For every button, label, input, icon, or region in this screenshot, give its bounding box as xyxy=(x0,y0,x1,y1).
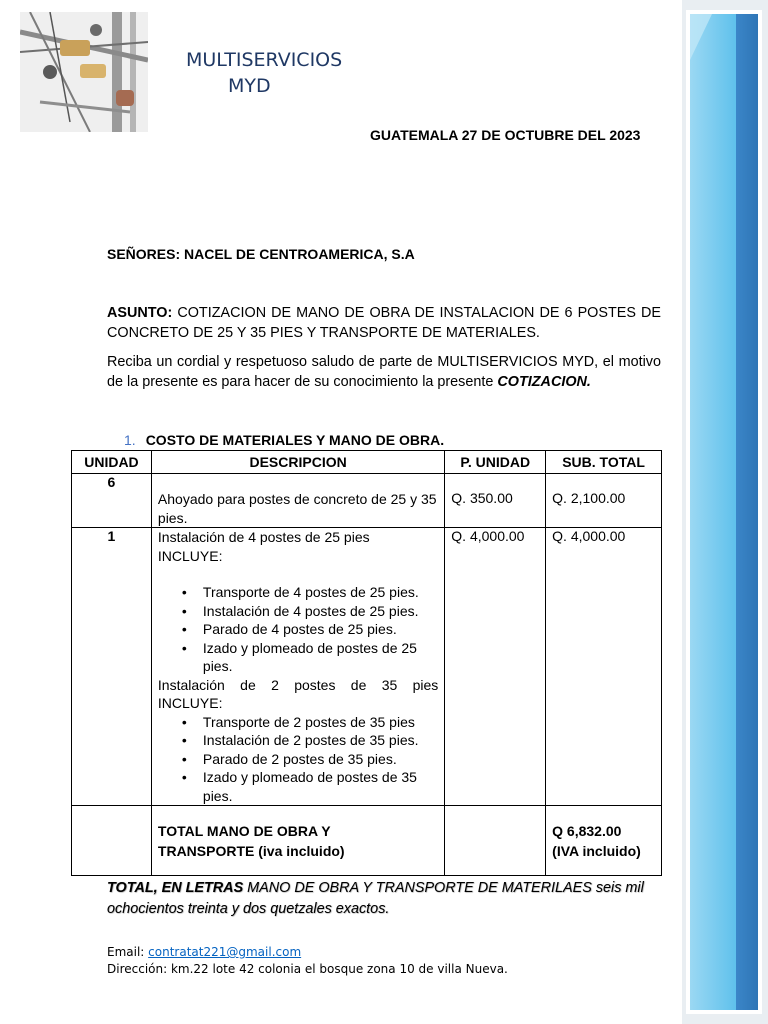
list-item: • Parado de 4 postes de 25 pies. xyxy=(158,620,438,639)
row2-unit: 1 xyxy=(72,528,152,806)
utility-pole-photo-icon xyxy=(20,12,148,132)
list-item: • Transporte de 4 postes de 25 pies. xyxy=(158,583,438,602)
list-item: • Instalación de 4 postes de 25 pies. xyxy=(158,602,438,621)
block2-list xyxy=(158,713,438,806)
row1-subtotal: Q. 2,100.00 xyxy=(546,474,662,528)
footer-address: Dirección: km.22 lote 42 colonia el bosque zona 10 de villa Nueva. xyxy=(107,962,508,976)
block2-title: Instalación de 2 postes de 35 pies xyxy=(157,676,439,693)
company-name xyxy=(186,48,342,99)
header-unidad: UNIDAD xyxy=(72,451,152,474)
intro-emphasis: COTIZACION. xyxy=(497,374,591,390)
header-p-unidad: P. UNIDAD xyxy=(445,451,546,474)
block1-includes: INCLUYE: xyxy=(157,547,223,564)
block1-title: Instalación de 4 postes de 25 pies xyxy=(157,529,370,545)
list-item: • Parado de 2 postes de 35 pies. xyxy=(158,750,438,769)
intro-paragraph xyxy=(107,352,661,392)
document-date: GUATEMALA 27 DE OCTUBRE DEL 2023 xyxy=(370,127,641,143)
intro-text: Reciba un cordial y respetuoso saludo de parte de MULTISERVICIOS MYD, el motivo de la presente es para hacer de su conocimiento la presente xyxy=(107,354,661,390)
decorative-side-band xyxy=(682,0,768,1024)
company-name-line2: MYD xyxy=(228,74,271,97)
subject-label: ASUNTO: xyxy=(107,305,173,321)
table-header-row xyxy=(72,451,662,474)
section-heading xyxy=(124,432,444,448)
total-in-words xyxy=(107,878,667,920)
company-name-line1: MULTISERVICIOS xyxy=(186,49,343,71)
total-price-empty xyxy=(445,806,546,876)
footer-email xyxy=(107,944,508,961)
block2-includes: INCLUYE: xyxy=(157,695,223,711)
subject xyxy=(107,303,661,343)
recipient: SEÑORES: NACEL DE CENTROAMERICA, S.A xyxy=(107,246,415,262)
email-link[interactable]: contratat221@gmail.com xyxy=(148,945,302,959)
list-item: • Instalación de 2 postes de 35 pies. xyxy=(158,731,438,750)
row1-description: Ahoyado para postes de concreto de 25 y 35 pies. xyxy=(151,474,444,528)
email-label: Email: xyxy=(107,945,149,959)
row2-description xyxy=(151,528,444,806)
section-title: COSTO DE MATERIALES Y MANO DE OBRA. xyxy=(145,432,445,448)
list-item: • Izado y plomeado de postes de 25 pies. xyxy=(158,639,438,676)
block1-list xyxy=(158,583,438,676)
row1-unit-price: Q. 350.00 xyxy=(445,474,546,528)
total-amount-note: (IVA incluido) xyxy=(552,842,641,859)
total-label-line1: TOTAL MANO DE OBRA Y xyxy=(157,822,331,839)
total-amount-value: Q 6,832.00 xyxy=(552,822,622,839)
footer xyxy=(107,944,508,978)
header-sub-total: SUB. TOTAL xyxy=(546,451,662,474)
total-label-line2: TRANSPORTE (iva incluido) xyxy=(157,842,345,859)
table-row xyxy=(72,528,662,806)
subject-text: COTIZACION DE MANO DE OBRA DE INSTALACION DE 6 POSTES DE CONCRETO DE 25 Y 35 PIES Y TRANSPORTE DE MATERIALES. xyxy=(107,305,661,341)
row2-unit-price: Q. 4,000.00 xyxy=(445,528,546,806)
quote-table xyxy=(71,450,662,876)
row2-subtotal: Q. 4,000.00 xyxy=(546,528,662,806)
total-label xyxy=(151,806,444,876)
list-item: • Transporte de 2 postes de 35 pies xyxy=(158,713,438,732)
list-item: • Izado y plomeado de postes de 35 pies. xyxy=(158,768,438,805)
total-unit-empty xyxy=(72,806,152,876)
total-in-words-label: TOTAL, EN LETRAS xyxy=(107,880,244,896)
total-amount xyxy=(546,806,662,876)
header-descripcion: DESCRIPCION xyxy=(151,451,444,474)
table-row xyxy=(72,474,662,528)
row1-unit: 6 xyxy=(72,474,152,528)
section-number: 1. xyxy=(124,432,136,448)
total-in-words-text: MANO DE OBRA Y TRANSPORTE DE MATERILAES seis mil ochocientos treinta y dos quetzales exactos. xyxy=(107,880,644,917)
total-row xyxy=(72,806,662,876)
